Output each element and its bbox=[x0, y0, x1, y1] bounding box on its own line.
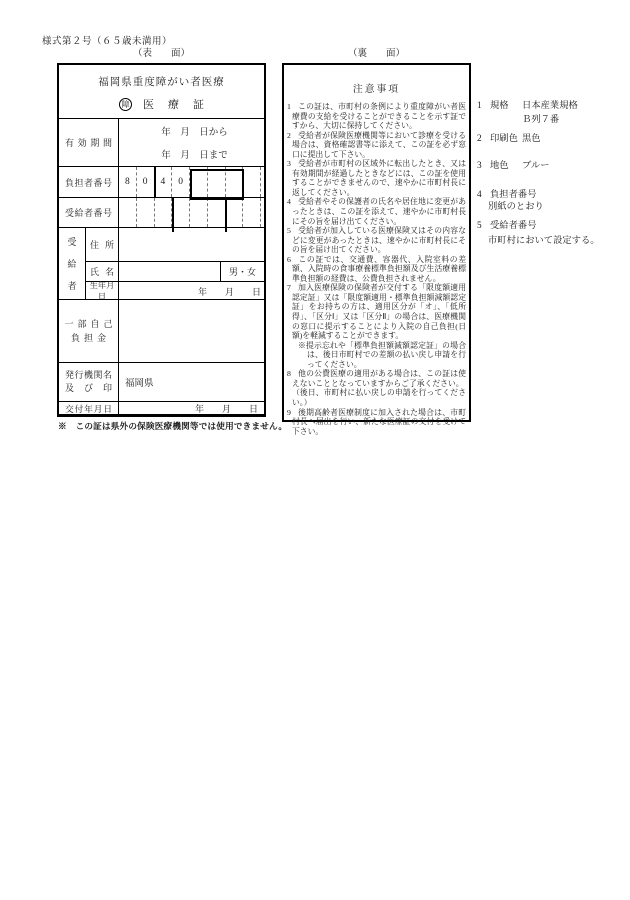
copayment-label-line1: 一部自己 bbox=[64, 319, 117, 329]
note-item: 2 受給者が保険医療機関等において診療を受ける場合は、資格確認書等に添えて、この証を必ず窓口に提出して下さい。 bbox=[287, 130, 466, 159]
recipient-number-cells bbox=[119, 198, 261, 227]
front-side-label: （表 面） bbox=[132, 49, 190, 59]
copayment-label-line2: 負担金 bbox=[70, 333, 110, 343]
print-specs bbox=[477, 92, 629, 252]
issue-date-field: 年 月 日 bbox=[194, 403, 258, 414]
recipient-digit-cell bbox=[207, 198, 225, 227]
recipient-digit-cell bbox=[136, 198, 154, 227]
copayment-row bbox=[59, 300, 264, 363]
back-side-label: （裏 面） bbox=[347, 49, 405, 59]
birthdate-field: 年 月 日 bbox=[197, 286, 261, 297]
recipient-vertical-label: 受 給 者 bbox=[59, 228, 86, 299]
birthdate-row bbox=[86, 282, 264, 300]
copayment-field bbox=[119, 300, 264, 362]
note-item: 6 この証では、交通費、容器代、入院室料の差額、入院時の食事療養標準負担額及び生活療養標準負担額の経費は、公費負担されません。 bbox=[287, 254, 466, 283]
payer-number-label: 負担者番号 bbox=[65, 177, 112, 188]
recipient-digit-cell bbox=[189, 198, 207, 227]
issue-date-label: 交付年月日 bbox=[65, 403, 112, 414]
recipient-digit-cell bbox=[242, 198, 260, 227]
valid-period-row bbox=[59, 119, 264, 167]
issuer-label-line2: 及び印 bbox=[65, 383, 112, 393]
issuer-row bbox=[59, 363, 264, 402]
spec-item: 1 規格 日本産業規格 bbox=[477, 101, 578, 111]
payer-number-group-divider bbox=[154, 167, 156, 198]
notes-card bbox=[282, 63, 471, 436]
note-item: 5 受給者が加入している医療保険又はその内容などに変更があったときは、速やかに市町村長にその旨を届け出てください。 bbox=[287, 226, 466, 255]
spec-item-line2: 別紙のとおり bbox=[488, 202, 544, 212]
valid-period-label: 有効期間 bbox=[65, 138, 112, 148]
note-sub-item: ※提示忘れや「標準負担額減額認定証」の場合は、後日市町村での差額の払い戻し申請を行ってください。 bbox=[298, 340, 466, 369]
sex-field: 男・女 bbox=[220, 262, 264, 281]
payer-number-group-box bbox=[190, 169, 244, 200]
card-title-text: 医療証 bbox=[143, 99, 218, 111]
spec-item-line2: 市町村において設定する。 bbox=[488, 236, 600, 246]
note-item: 7 加入医療保険の保険者が交付する「限度額適用認定証」又は「限度額適用・標準負担額減額認定証」をお持ちの方は、適用区分が「オ」、「低所得」、「区分Ⅰ」又は「区分Ⅱ」の場合は、医療機関の窓口に提示することにより入院の自己負担(日額)を軽減することができます。 bbox=[287, 283, 466, 341]
address-row bbox=[86, 228, 264, 262]
payer-digit-cell: 4 bbox=[154, 167, 172, 197]
issuer-value: 福岡県 bbox=[125, 379, 154, 389]
name-label: 氏名 bbox=[90, 267, 114, 277]
recipient-number-row bbox=[59, 198, 264, 228]
card-title-prefecture: 福岡県重度障がい者医療 bbox=[98, 77, 225, 88]
note-item: 3 受給者が市町村の区域外に転出したとき、又は有効期間が経過したときなどには、この証を使用することができませんので、速やかに市町村長に返してください。 bbox=[287, 159, 466, 197]
notes-body bbox=[287, 102, 466, 436]
notes-title: 注意事項 bbox=[352, 84, 401, 95]
spec-item-value2: Ｂ列７番 bbox=[522, 115, 560, 125]
payer-digit-cell: 0 bbox=[136, 167, 154, 197]
card-title-row bbox=[59, 65, 264, 119]
medical-certificate-card bbox=[57, 63, 266, 417]
recipient-digit-cell bbox=[225, 198, 243, 227]
name-row bbox=[86, 262, 264, 282]
note-item: 9 後期高齢者医療制度に加入された場合は、市町村長へ届出を行い、新たな医療証の交付を受けて下さい。 bbox=[287, 407, 466, 436]
recipient-digit-cell bbox=[154, 198, 172, 227]
payer-digit-cell: 8 bbox=[125, 177, 130, 187]
note-item: 8 他の公費医療の適用がある場合は、この証は使えないこととなっていますからご了承ください。 bbox=[287, 369, 466, 388]
payer-digit-cell bbox=[242, 167, 260, 197]
recipient-digit-cell bbox=[119, 198, 136, 227]
spec-item: 3 地色 ブルー bbox=[477, 161, 550, 171]
address-label: 住所 bbox=[90, 240, 114, 250]
form-code: 様式第２号（６５歳未満用） bbox=[42, 37, 173, 47]
out-of-prefecture-footnote: ※ この証は県外の保険医療機関等では使用できません。 bbox=[58, 421, 288, 431]
birthdate-label: 生年月日 bbox=[89, 281, 115, 301]
recipient-info-section bbox=[59, 228, 264, 300]
spec-item: 4 負担者番号 bbox=[477, 190, 537, 200]
payer-digit-cell: 0 bbox=[171, 167, 189, 197]
issue-date-row bbox=[59, 402, 264, 415]
circled-sho-mark: 障 bbox=[119, 98, 132, 111]
note-paren-item: （後日、市町村に払い戻しの申請を行ってください。） bbox=[292, 388, 466, 407]
valid-from-field: 年 月 日から bbox=[161, 127, 228, 138]
spec-item: 2 印刷色 黒色 bbox=[477, 134, 541, 144]
valid-to-field: 年 月 日まで bbox=[161, 151, 228, 162]
recipient-number-group-divider bbox=[225, 198, 227, 232]
issuer-label-line1: 発行機関名 bbox=[65, 370, 112, 380]
card-title-certificate bbox=[59, 96, 264, 112]
spec-item: 5 受給者番号 bbox=[477, 221, 537, 231]
note-item: 4 受給者やその保護者の氏名や居住地に変更があったときは、この証を添えて、速やかに市町村長にその旨を届け出てください。 bbox=[287, 197, 466, 226]
recipient-number-label: 受給者番号 bbox=[65, 208, 112, 218]
recipient-number-group-divider bbox=[172, 198, 174, 232]
note-item: 1 この証は、市町村の条例により重度障がい者医療費の支給を受けることができることを示す証ですから、大切に保持してください。 bbox=[287, 102, 466, 131]
